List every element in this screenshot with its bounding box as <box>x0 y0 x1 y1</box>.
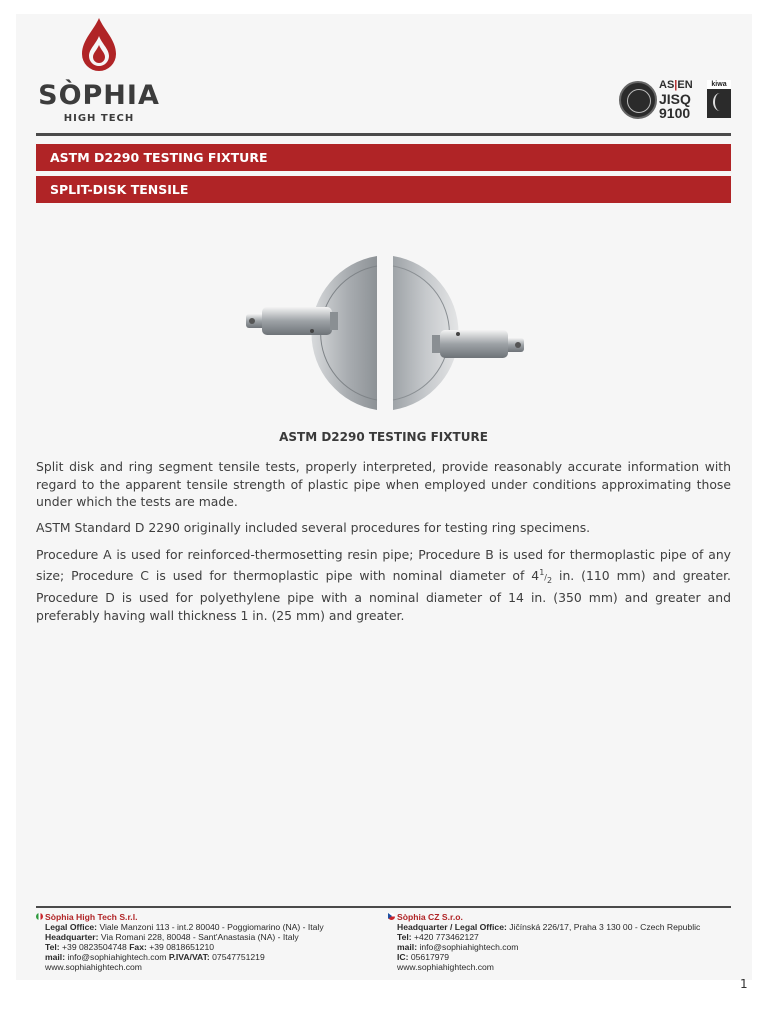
cz-ic-label: IC: <box>397 952 409 962</box>
tel-label: Tel: <box>45 942 60 952</box>
fraction-slash: / <box>544 572 547 582</box>
headquarter-label: Headquarter: <box>45 932 99 942</box>
footer-company-it: Sòphia High Tech S.r.l. <box>45 912 138 922</box>
vat-label: P.IVA/VAT: <box>168 952 210 962</box>
fraction-denominator: 2 <box>546 575 553 585</box>
cert-9100: 9100 <box>659 105 691 121</box>
page-number: 1 <box>740 977 748 991</box>
brand-name: SÒPHIA <box>38 80 160 111</box>
footer-divider <box>36 906 731 908</box>
paragraph-intro: Split disk and ring segment tensile tests, properly interpreted, provide reasonably accurate information with regard to the apparent tensile strength of plastic pipe when employed under conditions approximating those under which the tests are made. <box>36 459 731 509</box>
paragraph-standard: ASTM Standard D 2290 originally included several procedures for testing ring specimens. <box>36 520 591 535</box>
fax-value: +39 0818651210 <box>146 942 215 952</box>
legal-office-label: Legal Office: <box>45 922 98 932</box>
tel-value: +39 0823504748 <box>59 942 130 952</box>
footer-company-cz: Sòphia CZ S.r.o. <box>397 912 463 922</box>
mail-label: mail: <box>45 952 66 962</box>
paragraph-procedures <box>36 546 731 624</box>
legal-office-value: Viale Manzoni 113 - int.2 80040 - Poggiomarino (NA) - Italy <box>97 922 324 932</box>
certification-block <box>619 78 731 122</box>
cz-legal-label: Headquarter / Legal Office: <box>397 922 507 932</box>
title-banner: ASTM D2290 TESTING FIXTURE <box>36 144 731 171</box>
cert-en: EN <box>677 79 693 91</box>
cz-tel-value: +420 773462127 <box>411 932 479 942</box>
subtitle-banner: SPLIT-DISK TENSILE <box>36 176 731 203</box>
brand-tagline: HIGH TECH <box>63 113 135 124</box>
czech-flag-icon <box>388 913 395 920</box>
footer-italy <box>36 912 376 972</box>
cz-tel-label: Tel: <box>397 932 412 942</box>
brand-logo <box>36 18 162 122</box>
figure-caption: ASTM D2290 TESTING FIXTURE <box>279 430 488 444</box>
cert-as: AS <box>659 79 675 91</box>
procedures-text-1: Procedure A is used for reinforced-thermosetting resin pipe; Procedure B is used for thermoplastic pipe of any size; Procedure C is used for thermoplastic pipe with nominal diameter of 4 <box>36 547 731 583</box>
headquarter-value: Via Romani 228, 80048 - Sant'Anastasia (NA) - Italy <box>98 932 299 942</box>
cert-jisq: JISQ <box>659 91 691 107</box>
website-link-cz[interactable]: www.sophiahightech.com <box>397 962 494 972</box>
cert-separator: | <box>674 79 678 91</box>
vat-value: 07547751219 <box>209 952 265 962</box>
kiwa-badge-icon <box>707 80 731 118</box>
footer-czech <box>388 912 733 972</box>
cz-legal-value: Jičínská 226/17, Praha 3 130 00 - Czech Republic <box>506 922 701 932</box>
cz-mail-label: mail: <box>397 942 418 952</box>
accredia-seal-icon <box>619 81 657 119</box>
certification-text <box>659 78 693 120</box>
italy-flag-icon <box>36 913 43 920</box>
procedures-text-2: in. (110 mm) and greater. Procedure D is used for polyethylene pipe with a nominal diameter of 14 in. (350 mm) and greater and preferably having wall thickness 1 in. (25 mm) and greater. <box>36 567 731 623</box>
fixture-photo <box>240 252 530 414</box>
cz-mail-value: info@sophiahightech.com <box>417 942 519 952</box>
website-link-it[interactable]: www.sophiahightech.com <box>45 962 142 972</box>
mail-value: info@sophiahightech.com <box>65 952 169 962</box>
kiwa-label: kiwa <box>707 80 731 89</box>
fax-label: Fax: <box>129 942 147 952</box>
header-divider <box>36 133 731 136</box>
flame-drop-logo-icon <box>80 18 118 76</box>
cz-ic-value: 05617979 <box>408 952 450 962</box>
fraction-numerator: 1 <box>539 567 545 577</box>
